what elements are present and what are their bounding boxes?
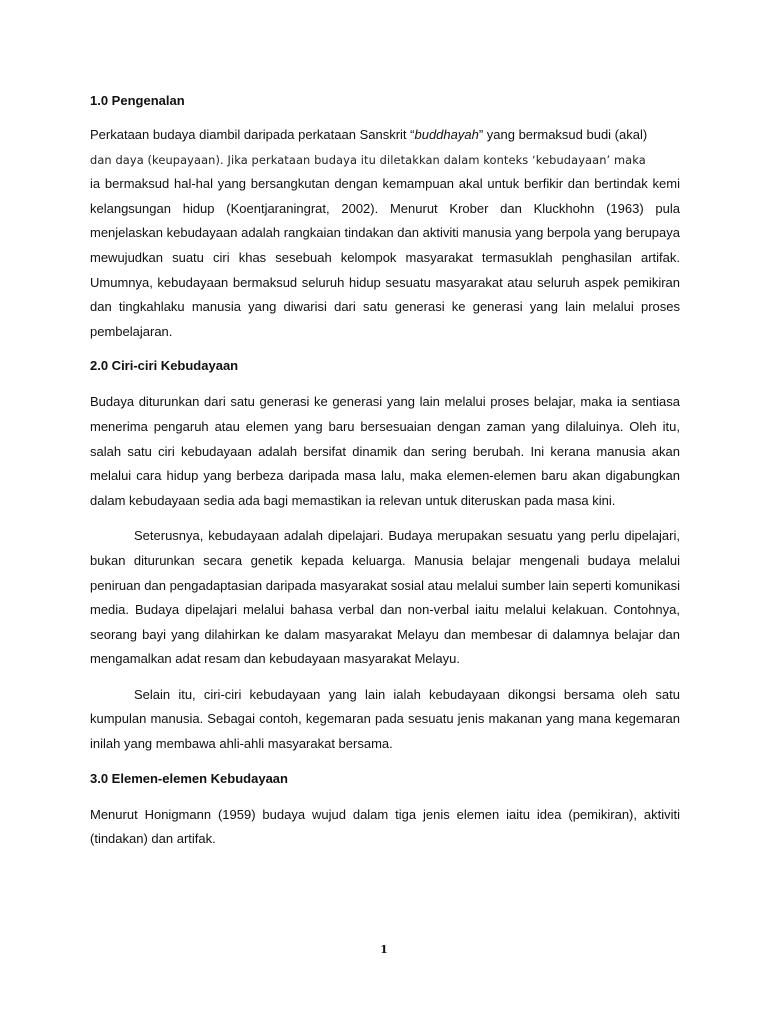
italic-term: buddhayah <box>414 127 479 142</box>
paragraph-text: ” yang bermaksud budi (akal) <box>478 127 648 142</box>
paragraph-ciri-1: Budaya diturunkan dari satu generasi ke generasi yang lain melalui proses belajar, maka ia sentiasa menerima pengaruh atau elemen yang baru bersesuaian dengan zaman yang dilaluinya. Oleh itu, salah satu ciri kebudayaan adalah bersifat dinamik dan sering berubah. Ini kerana manusia akan melalui cara hidup yang berbeza daripada masa lalu, maka elemen-elemen baru akan digabungkan dalam kebudayaan sedia ada bagi memastikan ia relevan untuk diteruskan pada masa kini. <box>90 394 680 508</box>
paragraph-line-alt-font: dan daya (keupayaan). Jika perkataan budaya itu diletakkan dalam konteks ‘kebudayaan’ maka <box>90 152 646 167</box>
section-heading-pengenalan: 1.0 Pengenalan <box>90 93 185 108</box>
section-heading-elemen: 3.0 Elemen-elemen Kebudayaan <box>90 770 288 786</box>
paragraph-ciri-3: Selain itu, ciri-ciri kebudayaan yang lain ialah kebudayaan dikongsi bersama oleh satu kumpulan manusia. Sebagai contoh, kegemaran pada sesuatu jenis makanan yang mana kegemaran inilah yang membawa ahli-ahli masyarakat bersama. <box>90 686 680 752</box>
paragraph-text: Perkataan budaya diambil daripada perkataan Sanskrit “ <box>90 127 415 142</box>
page-number: 1 <box>380 943 388 956</box>
paragraph-pengenalan <box>90 123 680 344</box>
paragraph-ciri-2: Seterusnya, kebudayaan adalah dipelajari. Budaya merupakan sesuatu yang perlu dipelajari, bukan diturunkan secara genetik kepada keluarga. Manusia belajar mengenali budaya melalui peniruan dan pengadaptasian daripada masyarakat sosial atau melalui sumber lain seperti komunikasi media. Budaya dipelajari melalui bahasa verbal dan non-verbal iaitu melalui kelakuan. Contohnya, seorang bayi yang dilahirkan ke dalam masyarakat Melayu dan membesar di dalamnya belajar dan mengamalkan adat resam dan kebudayaan masyarakat Melayu. <box>90 528 680 667</box>
paragraph-elemen: Menurut Honigmann (1959) budaya wujud dalam tiga jenis elemen iaitu idea (pemikiran), aktiviti (tindakan) dan artifak. <box>90 806 680 847</box>
document-page <box>90 90 680 852</box>
paragraph-text: ia bermaksud hal-hal yang bersangkutan dengan kemampuan akal untuk berfikir dan bertindak kemi kelangsungan hidup (Koentjaraningrat, 2002). Menurut Krober dan Kluckhohn (1963) pula menjelaskan kebudayaan adalah rangkaian tindakan dan aktiviti manusia yang berpola yang berupaya mewujudkan suatu ciri khas sesebuah kelompok masyarakat termasuklah penghasilan artifak. Umumnya, kebudayaan bermaksud seluruh hidup sesuatu masyarakat atau seluruh aspek pemikiran dan tingkahlaku manusia yang diwarisi dari satu generasi ke generasi yang lain melalui proses pembelajaran. <box>90 176 680 339</box>
section-heading-ciri-ciri: 2.0 Ciri-ciri Kebudayaan <box>90 358 239 374</box>
